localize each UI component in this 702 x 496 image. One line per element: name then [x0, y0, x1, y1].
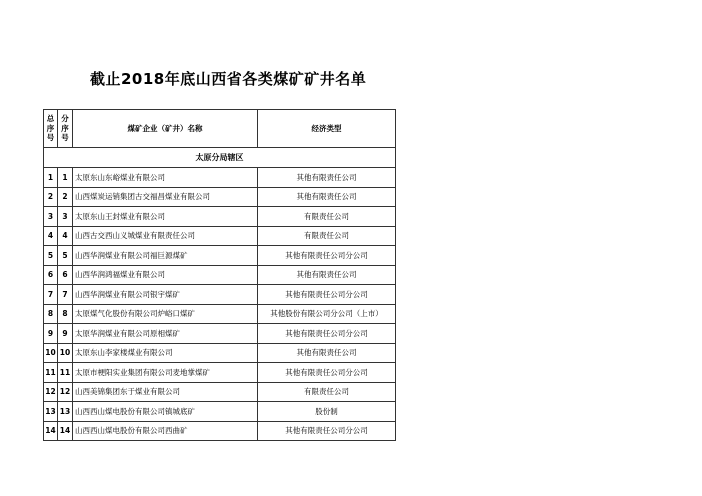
- cell-total-number: 12: [44, 382, 58, 402]
- table-row: [44, 421, 396, 441]
- cell-mine-name: 太原东山王封煤业有限公司: [73, 207, 258, 227]
- table-row: [44, 226, 396, 246]
- cell-sub-number: 14: [58, 421, 73, 441]
- cell-total-number: 9: [44, 324, 58, 344]
- header-mine-name: 煤矿企业（矿井）名称: [73, 110, 258, 148]
- cell-mine-name: 太原华润煤业有限公司原相煤矿: [73, 324, 258, 344]
- table-header-row: [44, 110, 396, 148]
- table-row: [44, 207, 396, 227]
- header-total-char-3: 号: [46, 133, 55, 143]
- cell-mine-name: 山西西山煤电股份有限公司镇城底矿: [73, 402, 258, 422]
- section-row: [44, 148, 396, 168]
- cell-sub-number: 8: [58, 304, 73, 324]
- cell-sub-number: 11: [58, 363, 73, 383]
- cell-mine-name: 山西华润煤业有限公司福巨源煤矿: [73, 246, 258, 266]
- cell-economic-type: 其他有限责任公司: [258, 187, 396, 207]
- cell-total-number: 6: [44, 265, 58, 285]
- cell-mine-name: 山西美锦集团东于煤业有限公司: [73, 382, 258, 402]
- cell-sub-number: 2: [58, 187, 73, 207]
- cell-mine-name: 山西华润鸿福煤业有限公司: [73, 265, 258, 285]
- table-row: [44, 343, 396, 363]
- header-economic-type: 经济类型: [258, 110, 396, 148]
- table-row: [44, 246, 396, 266]
- cell-economic-type: 其他有限责任公司: [258, 265, 396, 285]
- cell-sub-number: 13: [58, 402, 73, 422]
- header-total-number: [44, 110, 58, 148]
- table-row: [44, 304, 396, 324]
- cell-mine-name: 太原东山李家楼煤业有限公司: [73, 343, 258, 363]
- cell-sub-number: 12: [58, 382, 73, 402]
- cell-mine-name: 山西华润煤业有限公司银宇煤矿: [73, 285, 258, 305]
- table-row: [44, 285, 396, 305]
- cell-total-number: 2: [44, 187, 58, 207]
- cell-mine-name: 山西西山煤电股份有限公司西曲矿: [73, 421, 258, 441]
- cell-sub-number: 5: [58, 246, 73, 266]
- cell-mine-name: 太原市梗阳实业集团有限公司麦地掌煤矿: [73, 363, 258, 383]
- table-row: [44, 382, 396, 402]
- cell-economic-type: 其他有限责任公司分公司: [258, 324, 396, 344]
- cell-economic-type: 其他有限责任公司分公司: [258, 285, 396, 305]
- table-row: [44, 402, 396, 422]
- cell-economic-type: 有限责任公司: [258, 382, 396, 402]
- cell-mine-name: 山西古交西山义城煤业有限责任公司: [73, 226, 258, 246]
- cell-economic-type: 有限责任公司: [258, 207, 396, 227]
- cell-total-number: 14: [44, 421, 58, 441]
- document-title: 截止2018年底山西省各类煤矿矿井名单: [90, 70, 367, 88]
- cell-sub-number: 9: [58, 324, 73, 344]
- header-sub-char-1: 分: [61, 114, 69, 124]
- cell-total-number: 3: [44, 207, 58, 227]
- section-title: 太原分局辖区: [44, 148, 396, 168]
- header-sub-char-3: 号: [61, 133, 69, 143]
- cell-economic-type: 其他有限责任公司: [258, 168, 396, 188]
- table-row: [44, 265, 396, 285]
- cell-sub-number: 6: [58, 265, 73, 285]
- coal-mine-table: [43, 109, 396, 441]
- header-total-char-2: 序: [46, 123, 55, 133]
- header-sub-number: [58, 110, 73, 148]
- table-row: [44, 324, 396, 344]
- table-row: [44, 363, 396, 383]
- cell-mine-name: 太原东山东峪煤业有限公司: [73, 168, 258, 188]
- cell-economic-type: 股份制: [258, 402, 396, 422]
- cell-sub-number: 3: [58, 207, 73, 227]
- cell-economic-type: 其他有限责任公司分公司: [258, 363, 396, 383]
- cell-economic-type: 其他有限责任公司分公司: [258, 246, 396, 266]
- cell-mine-name: 山西煤炭运销集团古交福昌煤业有限公司: [73, 187, 258, 207]
- cell-total-number: 1: [44, 168, 58, 188]
- cell-total-number: 10: [44, 343, 58, 363]
- cell-total-number: 13: [44, 402, 58, 422]
- cell-sub-number: 10: [58, 343, 73, 363]
- cell-total-number: 7: [44, 285, 58, 305]
- cell-sub-number: 4: [58, 226, 73, 246]
- cell-total-number: 8: [44, 304, 58, 324]
- cell-economic-type: 有限责任公司: [258, 226, 396, 246]
- cell-mine-name: 太原煤气化股份有限公司炉峪口煤矿: [73, 304, 258, 324]
- table-row: [44, 168, 396, 188]
- header-sub-char-2: 序: [61, 123, 69, 133]
- cell-sub-number: 1: [58, 168, 73, 188]
- cell-economic-type: 其他有限责任公司分公司: [258, 421, 396, 441]
- cell-total-number: 4: [44, 226, 58, 246]
- cell-total-number: 5: [44, 246, 58, 266]
- cell-sub-number: 7: [58, 285, 73, 305]
- cell-economic-type: 其他有限责任公司: [258, 343, 396, 363]
- table-row: [44, 187, 396, 207]
- cell-economic-type: 其他股份有限公司分公司（上市）: [258, 304, 396, 324]
- cell-total-number: 11: [44, 363, 58, 383]
- header-total-char-1: 总: [46, 114, 55, 124]
